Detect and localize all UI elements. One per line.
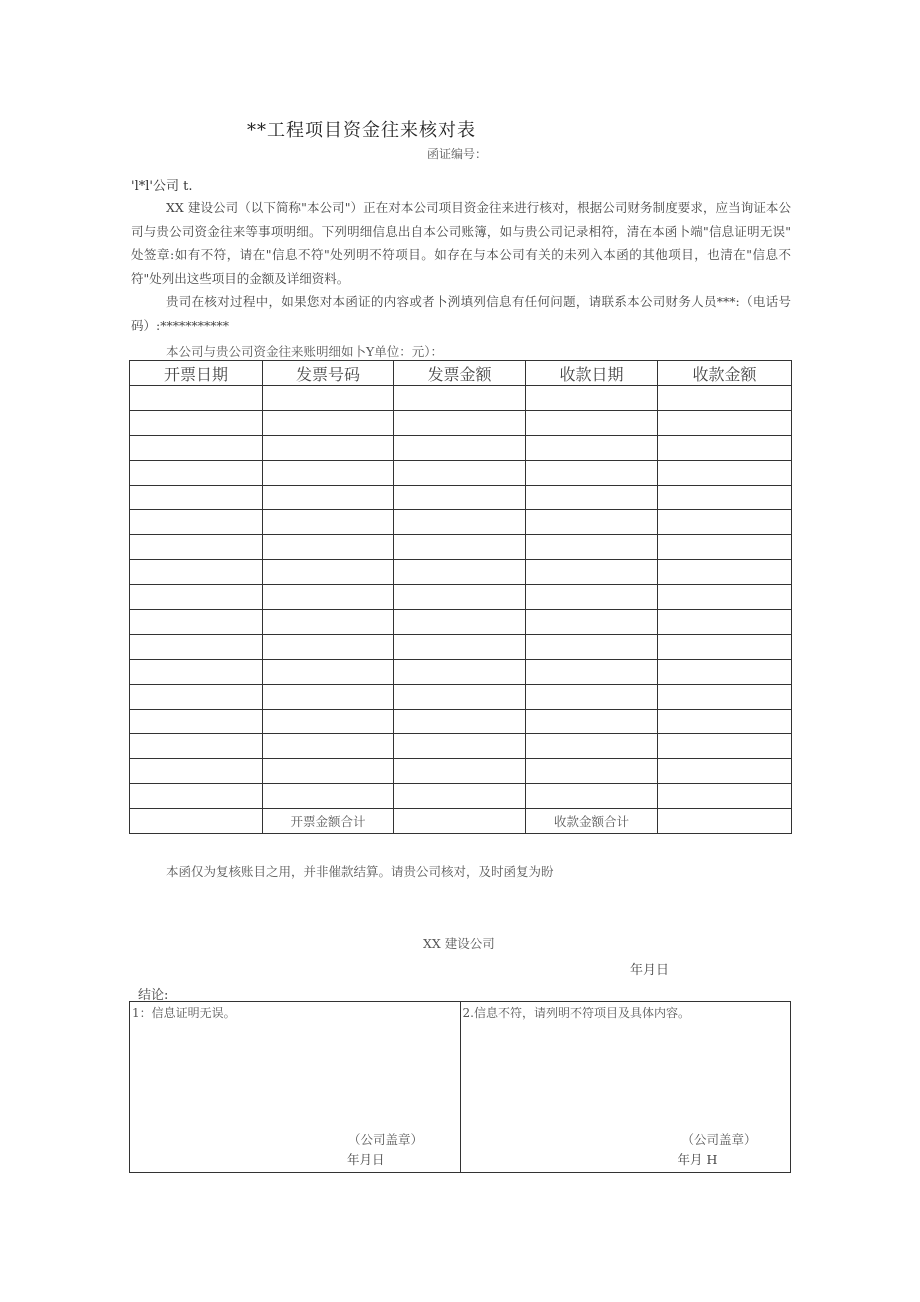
table-cell[interactable]: [658, 709, 792, 734]
invoice-total-label: 开票金额合计: [263, 809, 394, 834]
table-cell[interactable]: [263, 460, 394, 485]
table-cell[interactable]: [526, 659, 658, 684]
mismatch-option-text: 2.信息不符，请列明不符项目及具体内容。: [462, 1006, 690, 1020]
signing-company: XX 建设公司: [423, 936, 495, 951]
table-cell[interactable]: [394, 435, 526, 460]
table-cell[interactable]: [394, 684, 526, 709]
table-cell[interactable]: [658, 634, 792, 659]
table-row: [130, 709, 792, 734]
table-cell[interactable]: [658, 684, 792, 709]
table-cell[interactable]: [263, 585, 394, 610]
table-cell[interactable]: [526, 410, 658, 435]
table-row: [130, 659, 792, 684]
table-cell[interactable]: [130, 709, 263, 734]
table-row: [130, 585, 792, 610]
table-row: [130, 485, 792, 510]
table-cell[interactable]: [526, 784, 658, 809]
table-cell[interactable]: [263, 535, 394, 560]
table-cell[interactable]: [130, 535, 263, 560]
table-cell[interactable]: [130, 386, 263, 411]
table-cell[interactable]: [526, 634, 658, 659]
table-cell[interactable]: [263, 610, 394, 635]
table-cell[interactable]: [263, 386, 394, 411]
table-cell[interactable]: [658, 410, 792, 435]
table-cell[interactable]: [263, 709, 394, 734]
table-cell[interactable]: [394, 560, 526, 585]
table-cell[interactable]: [130, 684, 263, 709]
mismatch-seal-label: （公司盖章）: [681, 1132, 757, 1147]
header-invoice-date: 开票日期: [130, 361, 263, 386]
table-cell[interactable]: [526, 510, 658, 535]
table-cell[interactable]: [394, 610, 526, 635]
conclusion-confirm-cell[interactable]: [130, 1002, 460, 1172]
table-cell[interactable]: [658, 485, 792, 510]
table-cell[interactable]: [130, 510, 263, 535]
table-cell[interactable]: [130, 585, 263, 610]
intro-paragraph: XX 建设公司（以下简称"本公司"）正在对本公司项目资金往来进行核对，根据公司财务制度要求，应当询证本公司与贵公司资金往来等事项明细。下列明细信息出自本公司账簿，如与贵公司记录相符，清在本函卜端"信息证明无误" 处签章:如有不符，请在"信息不符"处列明不符项目。如存在与本公司有关的未列入本函的其他项目，也清在"信息不符"处列出这些项目的金额及详细资料。: [131, 200, 791, 286]
conclusion-label: 结论:: [138, 988, 169, 1003]
table-cell[interactable]: [263, 759, 394, 784]
contact-paragraph: 贵司在核对过程中，如果您对本函证的内容或者卜洌填列信息有任何问题，请联系本公司财务人员***:（电话号码）:***********: [131, 294, 791, 333]
table-cell[interactable]: [394, 585, 526, 610]
table-cell[interactable]: [658, 386, 792, 411]
header-invoice-amount: 发票金额: [394, 361, 526, 386]
invoice-total-cell[interactable]: [394, 809, 526, 834]
table-intro: 本公司与贵公司资金往来账明细如卜Y单位：元）：: [166, 344, 444, 359]
table-row: [130, 560, 792, 585]
table-cell[interactable]: [658, 435, 792, 460]
receipt-total-label: 收款金额合计: [526, 809, 658, 834]
mismatch-date-label: 年月 H: [677, 1152, 718, 1167]
table-cell[interactable]: [526, 485, 658, 510]
letter-number-label: 函证编号：: [427, 147, 488, 161]
table-row: [130, 386, 792, 411]
signing-date: 年月日: [630, 963, 670, 978]
header-receipt-date: 收款日期: [526, 361, 658, 386]
table-cell[interactable]: [526, 585, 658, 610]
receipt-total-cell[interactable]: [658, 809, 792, 834]
confirm-option-text: 1：信息证明无误。: [132, 1006, 236, 1020]
table-cell[interactable]: [658, 585, 792, 610]
table-cell[interactable]: [526, 386, 658, 411]
table-header-row: [130, 361, 792, 386]
table-cell[interactable]: [130, 784, 263, 809]
table-cell[interactable]: [526, 535, 658, 560]
confirm-date-label: 年月日: [347, 1152, 385, 1167]
table-row: [130, 410, 792, 435]
table-cell[interactable]: [130, 659, 263, 684]
transaction-table: [129, 360, 792, 834]
table-cell[interactable]: [130, 560, 263, 585]
table-cell[interactable]: [526, 684, 658, 709]
table-cell[interactable]: [658, 510, 792, 535]
table-cell[interactable]: [263, 485, 394, 510]
table-cell[interactable]: [526, 759, 658, 784]
table-row: [130, 634, 792, 659]
table-cell[interactable]: [130, 435, 263, 460]
table-cell[interactable]: [526, 460, 658, 485]
table-cell[interactable]: [526, 734, 658, 759]
table-cell[interactable]: [394, 535, 526, 560]
table-cell[interactable]: [263, 510, 394, 535]
table-cell[interactable]: [394, 659, 526, 684]
table-cell[interactable]: [658, 560, 792, 585]
table-row: [130, 510, 792, 535]
table-cell[interactable]: [394, 460, 526, 485]
table-cell[interactable]: [263, 410, 394, 435]
table-cell[interactable]: [526, 435, 658, 460]
table-row: [130, 535, 792, 560]
table-cell[interactable]: [263, 734, 394, 759]
footer-note: 本函仅为复核账目之用，并非催款结算。请贵公司核对，及时函复为盼: [166, 864, 554, 879]
total-row: [130, 809, 792, 834]
table-cell[interactable]: [263, 659, 394, 684]
table-cell[interactable]: [394, 386, 526, 411]
table-row: [130, 734, 792, 759]
header-receipt-amount: 收款金额: [658, 361, 792, 386]
table-cell[interactable]: [394, 485, 526, 510]
table-cell[interactable]: [394, 510, 526, 535]
table-cell[interactable]: [658, 535, 792, 560]
table-cell[interactable]: [263, 684, 394, 709]
table-cell[interactable]: [263, 435, 394, 460]
conclusion-mismatch-cell[interactable]: [460, 1002, 791, 1172]
table-cell[interactable]: [130, 759, 263, 784]
table-cell[interactable]: [394, 410, 526, 435]
table-cell[interactable]: [263, 784, 394, 809]
table-cell[interactable]: [130, 634, 263, 659]
document-title: **工程项目资金往来核对表: [247, 120, 476, 141]
table-cell[interactable]: [658, 659, 792, 684]
total-cell[interactable]: [130, 809, 263, 834]
table-cell[interactable]: [130, 410, 263, 435]
table-cell[interactable]: [394, 759, 526, 784]
conclusion-box: [129, 1001, 791, 1173]
table-cell[interactable]: [658, 610, 792, 635]
table-row: [130, 759, 792, 784]
confirm-seal-label: （公司盖章）: [348, 1132, 424, 1147]
table-cell[interactable]: [526, 610, 658, 635]
table-cell[interactable]: [394, 634, 526, 659]
table-row: [130, 784, 792, 809]
table-cell[interactable]: [394, 734, 526, 759]
table-row: [130, 610, 792, 635]
header-invoice-number: 发票号码: [263, 361, 394, 386]
table-cell[interactable]: [526, 560, 658, 585]
table-cell[interactable]: [526, 709, 658, 734]
table-cell[interactable]: [130, 734, 263, 759]
table-cell[interactable]: [394, 784, 526, 809]
table-cell[interactable]: [263, 634, 394, 659]
table-cell[interactable]: [130, 460, 263, 485]
table-row: [130, 435, 792, 460]
table-cell[interactable]: [130, 610, 263, 635]
table-cell[interactable]: [658, 784, 792, 809]
table-cell[interactable]: [658, 759, 792, 784]
table-cell[interactable]: [658, 734, 792, 759]
table-cell[interactable]: [130, 485, 263, 510]
table-cell[interactable]: [394, 709, 526, 734]
recipient-greeting: 'l*l'公司 t.: [131, 179, 193, 194]
table-cell[interactable]: [263, 560, 394, 585]
table-cell[interactable]: [658, 460, 792, 485]
table-row: [130, 460, 792, 485]
table-row: [130, 684, 792, 709]
